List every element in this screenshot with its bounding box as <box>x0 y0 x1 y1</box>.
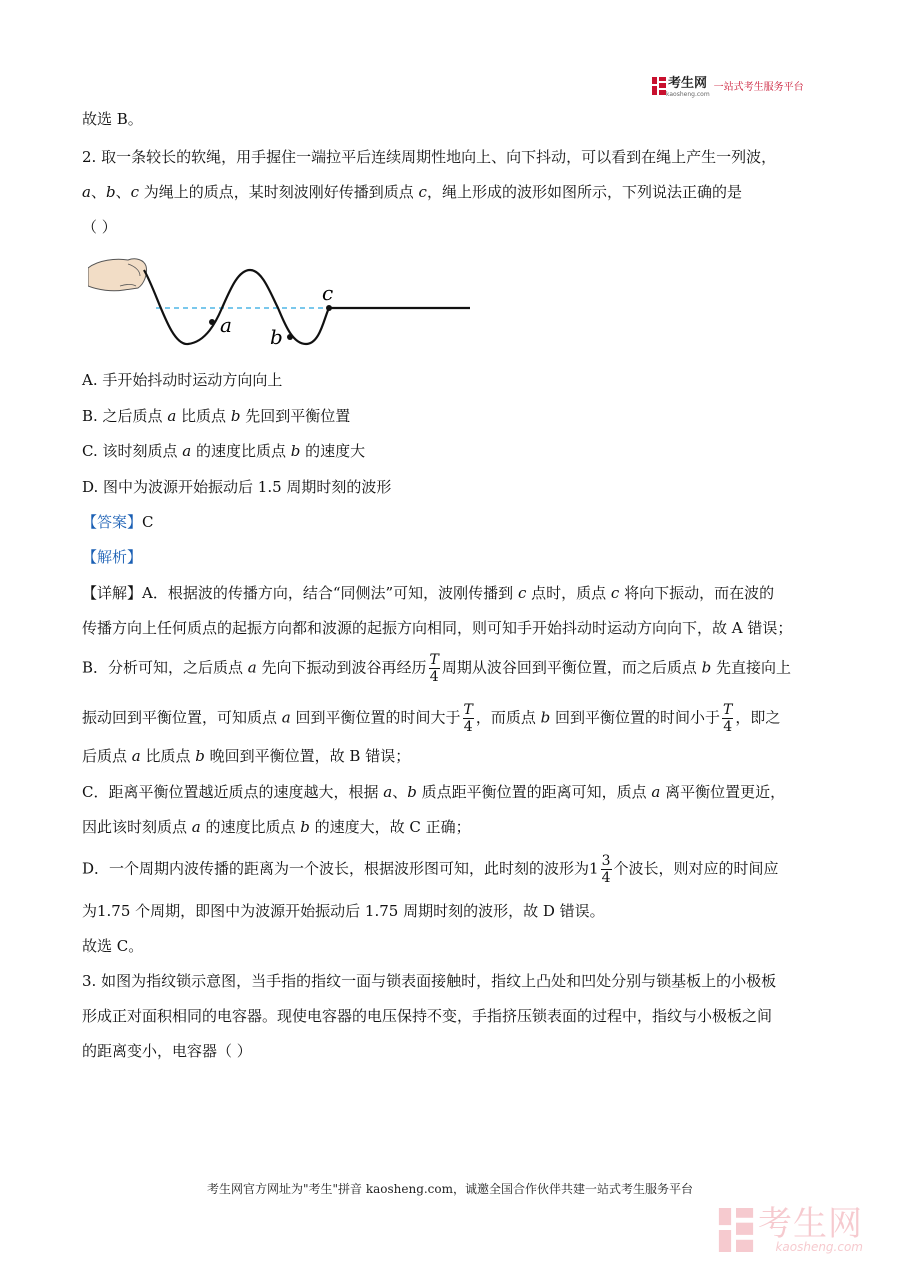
wave-curve <box>144 270 470 344</box>
detail-line2: 传播方向上任何质点的起振方向都和波源的起振方向相同，则可知手开始抖动时运动方向向下，故 A 错误； <box>82 619 793 637</box>
label-c: c <box>322 281 334 305</box>
watermark <box>718 1204 863 1254</box>
option-d: D. 图中为波源开始振动后 1.5 周期时刻的波形 <box>82 478 392 496</box>
detail-line7: 因此该时刻质点 a 的速度比质点 b 的速度大，故 C 正确； <box>82 818 471 836</box>
q3-line2: 形成正对面积相同的电容器。现使电容器的电压保持不变，手指挤压锁表面的过程中，指纹与小极板之间 <box>82 1007 773 1025</box>
point-b <box>287 334 293 340</box>
detail-line9: 为1.75 个周期，即图中为波源开始振动后 1.75 周期时刻的波形，故 D 错误。 <box>82 902 605 920</box>
fraction-T-over-4: $\frac{T}{4}$ <box>723 702 733 735</box>
previous-answer: 故选 B。 <box>82 110 143 128</box>
detail-line4: 振动回到平衡位置，可知质点 a 回到平衡位置的时间大于 $\frac{T}{4}$ ，而质点 b 回到平衡位置的时间小于 $\frac{T}{4}$ ，即之 <box>82 702 781 735</box>
q2-answer-paren: （ ） <box>82 218 117 236</box>
detail-line8: D．一个周期内波传播的距离为一个波长，根据波形图可知，此时刻的波形为1 $\frac{3}{4}$ 个波长，则对应的时间应 <box>82 853 779 886</box>
q3-line1: 3. 如图为指纹锁示意图，当手指的指纹一面与锁表面接触时，指纹上凸处和凹处分别与锁基板上的小极板 <box>82 972 777 990</box>
q2-stem-line1: 2. 取一条较长的软绳，用手握住一端拉平后连续周期性地向上、向下抖动，可以看到在绳上产生一列波， <box>82 148 777 166</box>
watermark-logo-icon <box>718 1208 754 1252</box>
logo-domain: kaosheng.com <box>666 91 710 98</box>
option-a: A. 手开始抖动时运动方向向上 <box>82 371 283 389</box>
logo-icon <box>652 77 666 95</box>
detail-line1: 【详解】A．根据波的传播方向，结合“同侧法”可知，波刚传播到 c 点时，质点 c 将向下振动，而在波的 <box>82 584 775 602</box>
hand-illustration <box>88 259 147 291</box>
option-b: B. 之后质点 a 比质点 b 先回到平衡位置 <box>82 407 351 425</box>
header-slogan: 一站式考生服务平台 <box>713 82 804 93</box>
answer-value: C <box>142 513 154 531</box>
footer-text: 考生网官方网址为"考生"拼音 kaosheng.com，诚邀全国合作伙伴共建一站式考生服务平台 <box>206 1182 694 1196</box>
logo-brand: 考生网 <box>668 76 708 91</box>
watermark-domain: kaosheng.com <box>775 1240 863 1254</box>
header-logo <box>652 73 804 98</box>
fraction-3-over-4: $\frac{3}{4}$ <box>601 853 611 886</box>
q2-stem-line2: a、b、c 为绳上的质点，某时刻波刚好传播到质点 c，绳上形成的波形如图所示，下列说法正确的是 <box>82 183 742 201</box>
answer-label: 【答案】 <box>82 513 143 531</box>
wave-figure <box>88 254 473 354</box>
q2-conclusion: 故选 C。 <box>82 937 144 955</box>
fraction-T-over-4: $\frac{T}{4}$ <box>463 702 473 735</box>
point-a <box>209 319 215 325</box>
label-a: a <box>220 313 232 337</box>
point-c <box>326 305 332 311</box>
watermark-text: 考生网 <box>758 1204 863 1244</box>
analysis-label: 【解析】 <box>82 548 143 566</box>
detail-line6: C．距离平衡位置越近质点的速度越大，根据 a、b 质点距平衡位置的距离可知，质点 a 离平衡位置更近， <box>82 783 786 801</box>
fraction-T-over-4: $\frac{T}{4}$ <box>429 652 439 685</box>
q3-line3: 的距离变小，电容器（ ） <box>82 1042 252 1060</box>
detail-line3: B．分析可知，之后质点 a 先向下振动到波谷再经历 $\frac{T}{4}$ 周期从波谷回到平衡位置，而之后质点 b 先直接向上 <box>82 652 792 685</box>
option-c: C. 该时刻质点 a 的速度比质点 b 的速度大 <box>82 442 366 460</box>
answer-line <box>82 511 154 533</box>
detail-line5: 后质点 a 比质点 b 晚回到平衡位置，故 B 错误； <box>82 747 411 765</box>
label-b: b <box>270 325 283 349</box>
